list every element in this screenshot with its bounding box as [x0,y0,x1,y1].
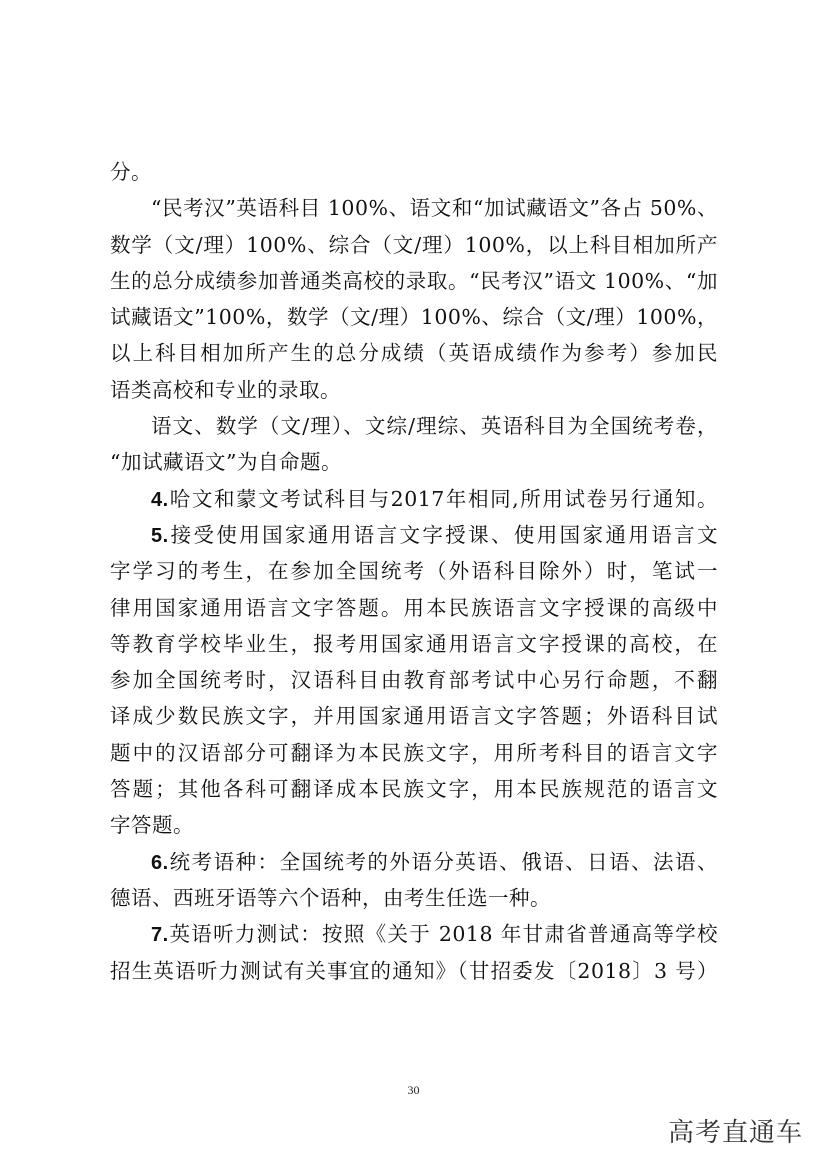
item-text: 统考语种：全国统考的外语分英语、俄语、日语、法语、 [168,849,718,874]
document-body [110,154,718,989]
item-text: 接受使用国家通用语言文字授课、使用国家通用语言文 [168,522,718,547]
text-line: 分。 [110,160,152,184]
text-line: 字学习的考生，在参加全国统考（外语科目除外）时，笔试一 [110,559,718,584]
text-line: 以上科目相加所产生的总分成绩（英语成绩作为参考）参加民 [110,341,718,366]
text-line: 律用国家通用语言文字答题。用本民族语言文字授课的高级中 [110,595,718,620]
text-line: 参加全国统考时，汉语科目由教育部考试中心另行命题，不翻 [110,668,718,693]
text-line: 德语、西班牙语等六个语种，由考生任选一种。 [110,885,551,910]
item-text: 哈文和蒙文考试科目与2017年相同,所用试卷另行通知。 [168,486,718,511]
page-number: 30 [407,1083,420,1097]
text-line: “民考汉”英语科目 100%、语文和“加试藏语文”各占 50%、 [151,196,718,221]
text-line: 招生英语听力测试有关事宜的通知》（甘招委发〔2018〕3 号） [110,958,718,983]
list-item-7 [110,916,718,952]
text-line: 译成少数民族文字，并用国家通用语言文字答题；外语科目试 [110,704,718,729]
watermark: 高考直通车 [667,1118,803,1148]
item-number: 7. [151,924,169,947]
list-item-5 [110,517,718,553]
list-item-4 [110,481,718,517]
text-line: 语类高校和专业的录取。 [110,377,341,402]
text-line: 等教育学校毕业生，报考用国家通用语言文字授课的高校，在 [110,631,718,656]
item-number: 5. [151,524,169,547]
item-text: 英语听力测试：按照《关于 2018 年甘肃省普通高等学校 [168,922,718,947]
text-line: 字答题。 [110,813,194,838]
item-number: 6. [151,851,169,874]
text-line: 试藏语文”100%，数学（文/理）100%、综合（文/理）100%， [110,305,718,330]
list-item-6 [110,844,718,880]
text-line: 数学（文/理）100%、综合（文/理）100%，以上科目相加所产 [110,232,718,257]
text-line: 答题；其他各科可翻译成本民族文字，用本民族规范的语言文 [110,777,718,802]
text-line: 语文、数学（文/理）、文综/理综、英语科目为全国统考卷， [151,414,718,439]
text-line: “加试藏语文”为自命题。 [110,450,342,475]
text-line: 生的总分成绩参加普通类高校的录取。“民考汉”语文 100%、“加 [110,268,718,293]
item-number: 4. [151,488,169,511]
text-line: 题中的汉语部分可翻译为本民族文字，用所考科目的语言文字 [110,740,718,765]
